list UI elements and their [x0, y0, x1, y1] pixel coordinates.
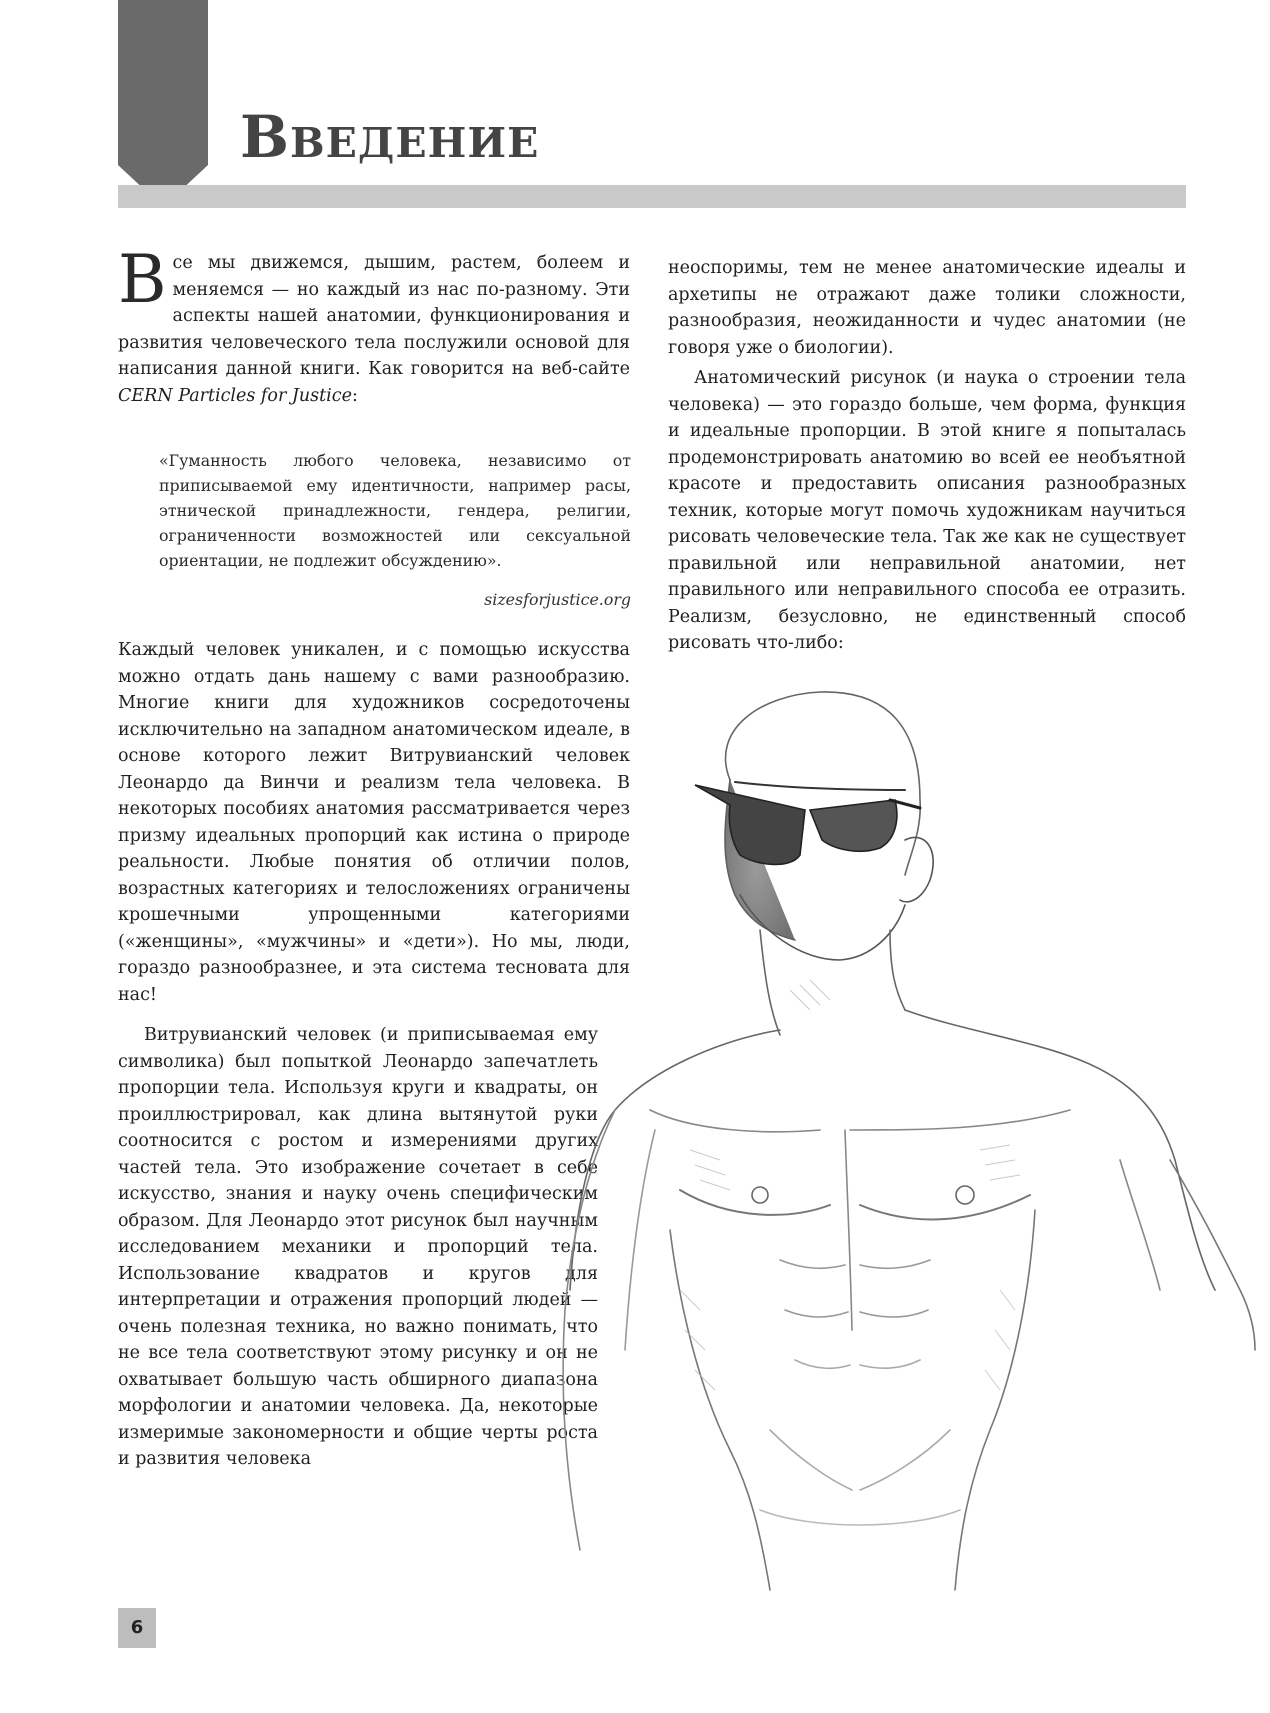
page-title: Введение — [240, 103, 540, 171]
header-rule — [118, 185, 1186, 208]
quote-source: sizesforjustice.org — [484, 590, 631, 609]
drop-cap: В — [118, 241, 167, 318]
paragraph-uniqueness: Каждый человек уникален, и с помощью искусства можно отдать дань нашему с вами разнообразию. Многие книги для художников сосредоточены исключительно на западном анатомическом идеале, в основе которого лежит Витрувианский человек Леонардо да Винчи и реализм тела человека. В некоторых пособиях анатомия рассматривается через призму идеальных пропорций как истина о природе реальности. Любые понятия об отличии полов, возрастных категориях и телосложениях ограничены крошечными упрощенными категориями («женщины», «мужчины» и «дети»). Но мы, люди, гораздо разнообразнее, и эта система тесновата для нас! — [118, 640, 630, 1005]
intro-paragraph — [118, 241, 630, 409]
chapter-tab — [118, 0, 208, 165]
left-column-body — [118, 637, 630, 1008]
paragraph-anatomical-drawing: Анатомический рисунок (и наука о строении тела человека) — это гораздо больше, чем форма, функция и идеальные пропорции. В этой книге я попыталась продемонстрировать анатомию во всей ее необъятной красоте и предоставить описания разнообразных техник, которые могут помочь художникам научиться рисовать человеческие тела. Так же как не существует правильной или неправильной анатомии, нет правильного или неправильного способа ее отразить. Реализм, безусловно, не единственный способ рисовать что-либо: — [668, 368, 1186, 653]
paragraph-archetypes: неоспоримы, тем не менее анатомические идеалы и архетипы не отражают даже толики сложности, разнообразия, неожиданности и чудес анатомии (не говоря уже о биологии). — [668, 258, 1186, 358]
block-quote: «Гуманность любого человека, независимо от приписываемой ему идентичности, например расы, этнической принадлежности, гендера, религии, ограниченности возможностей или сексуальной ориентации, не подлежит обсуждению». — [159, 451, 631, 570]
left-column-narrow — [118, 1022, 598, 1473]
right-column — [668, 255, 1186, 657]
paragraph-vitruvian: Витрувианский человек (и приписываемая ему символика) был попыткой Леонардо запечатлеть пропорции тела. Используя круги и квадраты, он проиллюстрировал, как длина вытянутой руки соотносится с ростом и измерениями других частей тела. Это изображение сочетает в себе искусство, знания и науку очень специфическим образом. Для Леонардо этот рисунок был научным исследованием механики и пропорций тела. Использование квадратов и кругов для интерпретации и отражения пропорций людей — очень полезная техника, но важно понимать, что не все тела соответствуют этому рисунку и он не охватывает большую часть обширного диапазона морфологии и анатомии человека. Да, некоторые измеримые закономерности и общие черты роста и развития человека — [118, 1025, 598, 1469]
intro-source-name: CERN Particles for Justice — [118, 385, 352, 406]
pencil-sketch-figure — [560, 690, 1260, 1630]
page-number: 6 — [118, 1608, 156, 1648]
intro-text: се мы движемся, дышим, растем, болеем и меняемся — но каждый из нас по-разному. Эти аспекты нашей анатомии, функционирования и развития человеческого тела послужили основой для написания данной книги. Как говорится на веб-сайте — [118, 253, 630, 379]
intro-text-end: : — [351, 385, 358, 406]
